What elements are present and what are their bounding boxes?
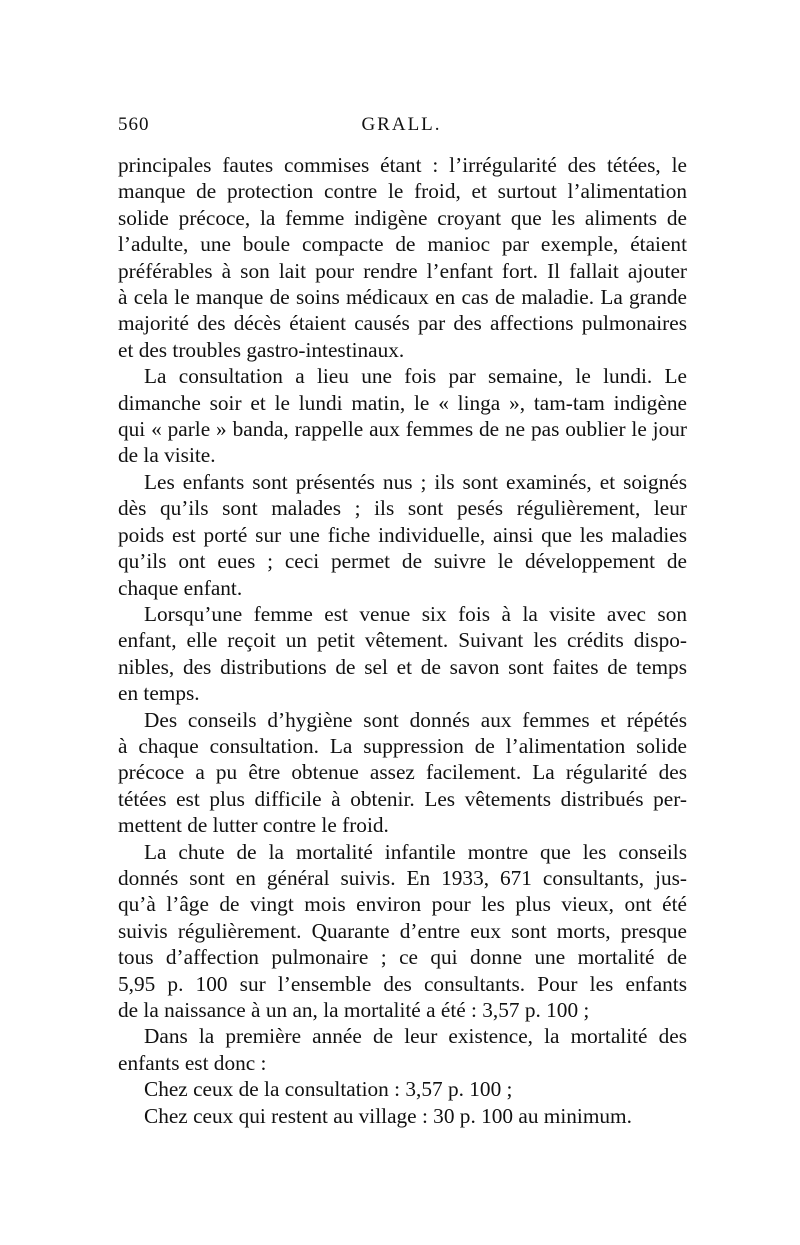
text-line: préférables à son lait pour rendre l’enfant fort. Il fallait ajouter: [118, 258, 687, 283]
text-line: et des troubles gastro-intestinaux.: [118, 337, 405, 362]
text-line: mettent de lutter contre le froid.: [118, 813, 389, 838]
text-line: Chez ceux qui restent au village : 30 p. 100 au minimum.: [144, 1103, 632, 1128]
text-line: à chaque consultation. La suppression de l’alimentation solide: [118, 733, 687, 758]
text-line: chaque enfant.: [118, 575, 243, 600]
paragraph: [118, 469, 687, 601]
text-line: de la naissance à un an, la mortalité a été : 3,57 p. 100 ;: [118, 998, 590, 1022]
paragraph: [144, 1076, 687, 1102]
text-line: Des conseils d’hygiène sont donnés aux femmes et répétés: [144, 707, 687, 732]
paragraph: [118, 601, 687, 707]
text-line: nibles, des distributions de sel et de savon sont faites de temps: [118, 654, 687, 679]
paragraph: [118, 152, 687, 363]
paragraph: [118, 839, 687, 1024]
text-line: 5,95 p. 100 sur l’ensemble des consultants. Pour les enfants: [118, 971, 687, 996]
text-line: Dans la première année de leur existence, la mortalité des: [144, 1024, 687, 1049]
text-line: enfants est donc :: [118, 1050, 267, 1075]
text-line: à cela le manque de soins médicaux en cas de maladie. La grande: [118, 285, 687, 310]
text-line: l’adulte, une boule compacte de manioc par exemple, étaient: [118, 232, 687, 257]
text-line: principales fautes commises étant : l’irrégularité des tétées, le: [118, 153, 687, 177]
text-line: La consultation a lieu une fois par semaine, le lundi. Le: [144, 364, 687, 389]
text-line: précoce a pu être obtenue assez facilement. La régularité des: [118, 760, 687, 785]
text-line: en temps.: [118, 681, 200, 706]
page-header: [118, 114, 685, 144]
text-line: La chute de la mortalité infantile montre que les conseils: [144, 839, 687, 864]
text-line: tétées est plus difficile à obtenir. Les vêtements distribués per-: [118, 786, 687, 811]
text-line: enfant, elle reçoit un petit vêtement. Suivant les crédits dispo-: [118, 628, 687, 653]
text-line: majorité des décès étaient causés par des affections pulmonaires: [118, 311, 687, 336]
page-number: 560: [118, 114, 150, 135]
paragraph: [118, 707, 687, 839]
text-line: qu’à l’âge de vingt mois environ pour les plus vieux, ont été: [118, 892, 687, 917]
text-line: manque de protection contre le froid, et surtout l’alimentation: [118, 179, 687, 204]
text-line: poids est porté sur une fiche individuelle, ainsi que les maladies: [118, 522, 687, 547]
text-line: donnés sont en général suivis. En 1933, 671 consultants, jus-: [118, 865, 687, 890]
text-line: Chez ceux de la consultation : 3,57 p. 100 ;: [144, 1077, 513, 1102]
paragraph: [118, 363, 687, 469]
text-line: solide précoce, la femme indigène croyant que les aliments de: [118, 205, 687, 230]
text-line: qui « parle » banda, rappelle aux femmes de ne pas oublier le jour: [118, 417, 687, 442]
text-line: dès qu’ils sont malades ; ils sont pesés régulièrement, leur: [118, 496, 687, 521]
text-line: Lorsqu’une femme est venue six fois à la visite avec son: [144, 601, 687, 626]
text-line: tous d’affection pulmonaire ; ce qui donne une mortalité de: [118, 945, 687, 970]
body-text: [118, 152, 687, 1129]
text-line: dimanche soir et le lundi matin, le « linga », tam-tam indigène: [118, 390, 687, 415]
text-line: suivis régulièrement. Quarante d’entre eux sont morts, presque: [118, 918, 687, 943]
text-line: de la visite.: [118, 443, 216, 468]
paragraph: [144, 1103, 687, 1129]
text-line: qu’ils ont eues ; ceci permet de suivre le développement de: [118, 549, 687, 574]
running-head: GRALL.: [361, 114, 442, 135]
text-line: Les enfants sont présentés nus ; ils sont examinés, et soignés: [144, 469, 687, 494]
paragraph: [118, 1023, 687, 1076]
